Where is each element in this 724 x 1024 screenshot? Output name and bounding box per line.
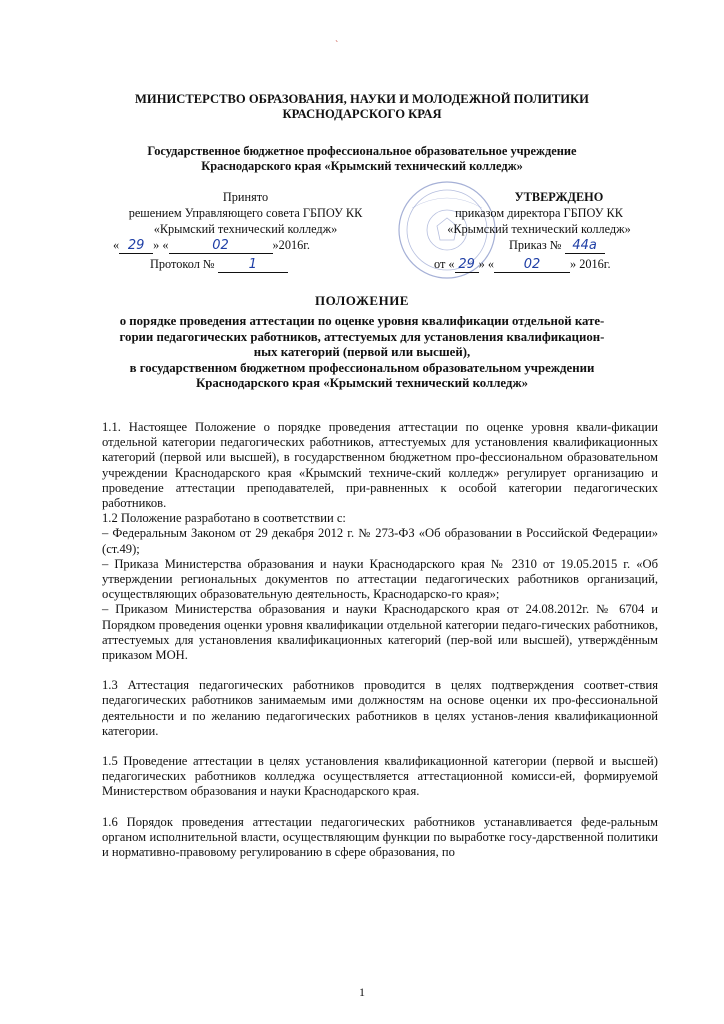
list-item-federal-law: – Федеральным Законом от 29 декабря 2012 г. № 273-ФЗ «Об образовании в Российской Федерации» (ст.49); [102, 526, 658, 556]
subtitle-line-3: ных категорий (первой или высшей), [253, 345, 471, 359]
approved-college: «Крымский технический колледж» [447, 222, 631, 236]
handwritten-order-number: 44а [565, 238, 605, 254]
list-item-order-2310: – Приказа Министерства образования и науки Краснодарского края № 2310 от 19.05.2015 г. «Об утверждении региональных документов по аттестации педагогических работников организаций, осуществляющих образовательную деятельность, Краснодарско-го края»; [102, 556, 658, 602]
order-date-line: от « 29 » « 02 » 2016г. [434, 257, 611, 272]
accepted-by: решением Управляющего совета ГБПОУ КК [128, 206, 363, 220]
handwritten-order-day: 29 [455, 257, 479, 273]
institution-header [60, 144, 664, 174]
document-body [102, 420, 658, 860]
document-subtitle [60, 314, 664, 392]
order-number-line: Приказ № 44а [509, 238, 605, 254]
handwritten-month: 02 [169, 238, 273, 254]
ministry-line-2: КРАСНОДАРСКОГО КРАЯ [282, 107, 442, 121]
page-number: 1 [359, 985, 365, 999]
handwritten-day: 29 [119, 238, 153, 254]
subtitle-line-1: о порядке проведения аттестации по оценке уровня квалификации отдельной кате- [119, 314, 605, 328]
accepted-college: «Крымский технический колледж» [153, 222, 338, 236]
document-title: ПОЛОЖЕНИЕ [315, 293, 409, 308]
paragraph-1-5: 1.5 Проведение аттестации в целях установления квалификационной категории (первой и высшей) педагогических работников колледжа осуществляется аттестационной комисси-ей, формируемой Министерством образования и науки Краснодарского края. [102, 754, 658, 799]
paragraph-1-3: 1.3 Аттестация педагогических работников проводится в целях подтверждения соответ-ствия педагогических работников занимаемым ими должностям на основе оценки их про-фессиональной деятельности и по желанию педагогических работников в целях установ-ления квалификационной категории. [102, 678, 658, 738]
approved-title: УТВЕРЖДЕНО [514, 190, 604, 204]
paragraph-1-1: 1.1. Настоящее Положение о порядке проведения аттестации по оценке уровня квали-фикации отдельной категории педагогических работников, аттестуемых для установления квалификационных категорий (первой или высшей), в государственном бюджетном про-фессиональном образовательном учреждении Краснодарского края «Крымский техниче-ский колледж» регулирует организацию и проведение аттестации преподавателей, при-равненных к особой категории педагогических работников. [102, 420, 658, 511]
handwritten-order-month: 02 [494, 257, 570, 273]
paragraph-1-2-intro: 1.2 Положение разработано в соответствии с: [102, 511, 346, 526]
ministry-line-1: МИНИСТЕРСТВО ОБРАЗОВАНИЯ, НАУКИ И МОЛОДЕЖНОЙ ПОЛИТИКИ [135, 92, 589, 106]
institution-line-1: Государственное бюджетное профессиональное образовательное учреждение [147, 144, 577, 158]
stray-mark: ` [335, 40, 339, 51]
approved-by: приказом директора ГБПОУ КК [455, 206, 623, 220]
list-item-order-6704: – Приказом Министерства образования и науки Краснодарского края от 24.08.2012г. № 6704 и Порядком проведения оценки уровня квалификации отдельной категории педаго-гических работников, аттестуемых для установления квалификационных категорий (пер-вой или высшей), утверждённым приказом МОН. [102, 602, 658, 663]
handwritten-protocol-number: 1 [218, 257, 288, 273]
protocol-line: Протокол № 1 [150, 257, 288, 273]
paragraph-1-6: 1.6 Порядок проведения аттестации педагогических работников устанавливается феде-ральным органом исполнительной власти, осуществляющим функции по выработке госу-дарственной политики и нормативно-правовому регулированию в сфере образования, по [102, 814, 658, 860]
accepted-date: « 29 » « 02 »2016г. [113, 238, 311, 253]
accepted-title: Принято [222, 190, 269, 204]
ministry-header [60, 92, 664, 122]
subtitle-line-4: в государственном бюджетном профессиональном образовательном учреждении [129, 360, 595, 375]
subtitle-line-5: Краснодарского края «Крымский технический колледж» [195, 376, 529, 390]
approval-block [0, 190, 724, 280]
institution-line-2: Краснодарского края «Крымский технический колледж» [201, 159, 523, 173]
subtitle-line-2: гории педагогических работников, аттестуемых для установления квалификацион- [119, 329, 605, 344]
